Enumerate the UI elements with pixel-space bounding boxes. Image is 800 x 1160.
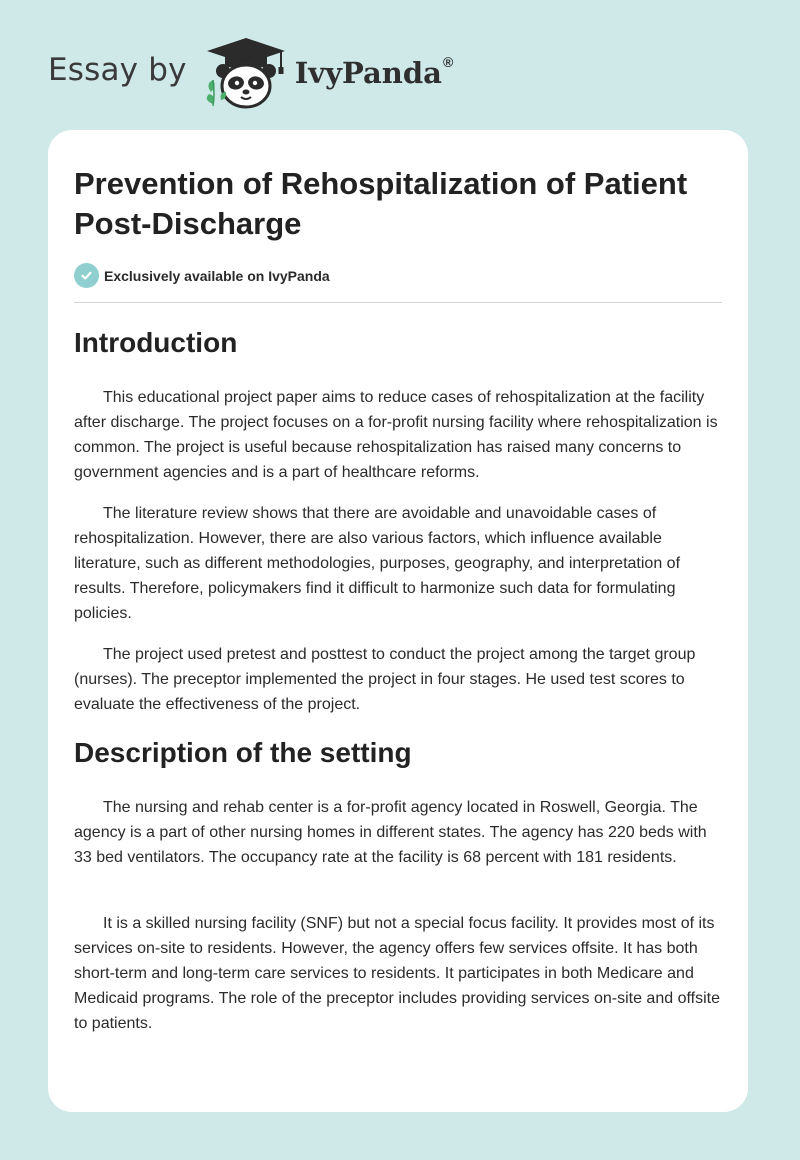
page-title: Prevention of Rehospitalization of Patient Post-Discharge [74, 166, 688, 241]
registered-mark: ® [442, 54, 454, 70]
exclusive-badge [74, 263, 330, 288]
paragraph: The literature review shows that there are avoidable and unavoidable cases of rehospitalization. However, there are also various factors, which influence available literature, such as different methodologies, purposes, geography, and interpretation of results. Therefore, policymakers find it difficult to harmonize such data for formulating policies. [74, 505, 681, 622]
paragraph: It is a skilled nursing facility (SNF) but not a special focus facility. It provides most of its services on-site to residents. However, the agency offers few services offsite. It has both short-term and long-term care services to residents. It participates in both Medicare and Medicaid programs. The role of the preceptor includes providing services on-site and offsite to patients. [74, 915, 720, 1032]
essay-by-label: Essay by [48, 52, 187, 88]
paragraph: This educational project paper aims to reduce cases of rehospitalization at the facility after discharge. The project focuses on a for-profit nursing facility where rehospitalization is common. The project is useful because rehospitalization has raised many concerns to government agencies and is a part of healthcare reforms. [74, 389, 718, 481]
title-divider [74, 302, 722, 303]
paragraph: The nursing and rehab center is a for-profit agency located in Roswell, Georgia. The agency is a part of other nursing homes in different states. The agency has 220 beds with 33 bed ventilators. The occupancy rate at the facility is 68 percent with 181 residents. [74, 799, 707, 866]
exclusive-label: Exclusively available on IvyPanda [104, 267, 330, 284]
check-circle-icon [74, 263, 99, 288]
site-header [48, 34, 453, 110]
brand-name[interactable] [295, 56, 454, 90]
paragraph: The project used pretest and posttest to conduct the project among the target group (nurses). The preceptor implemented the project in four stages. He used test scores to evaluate the effectiveness of the project. [74, 646, 696, 713]
essay-card [48, 130, 748, 1112]
section-heading-introduction: Introduction [74, 327, 238, 358]
brand-text: IvyPanda [294, 56, 442, 90]
panda-graduate-logo-icon[interactable] [201, 34, 291, 110]
section-heading-description-of-setting: Description of the setting [74, 737, 412, 768]
